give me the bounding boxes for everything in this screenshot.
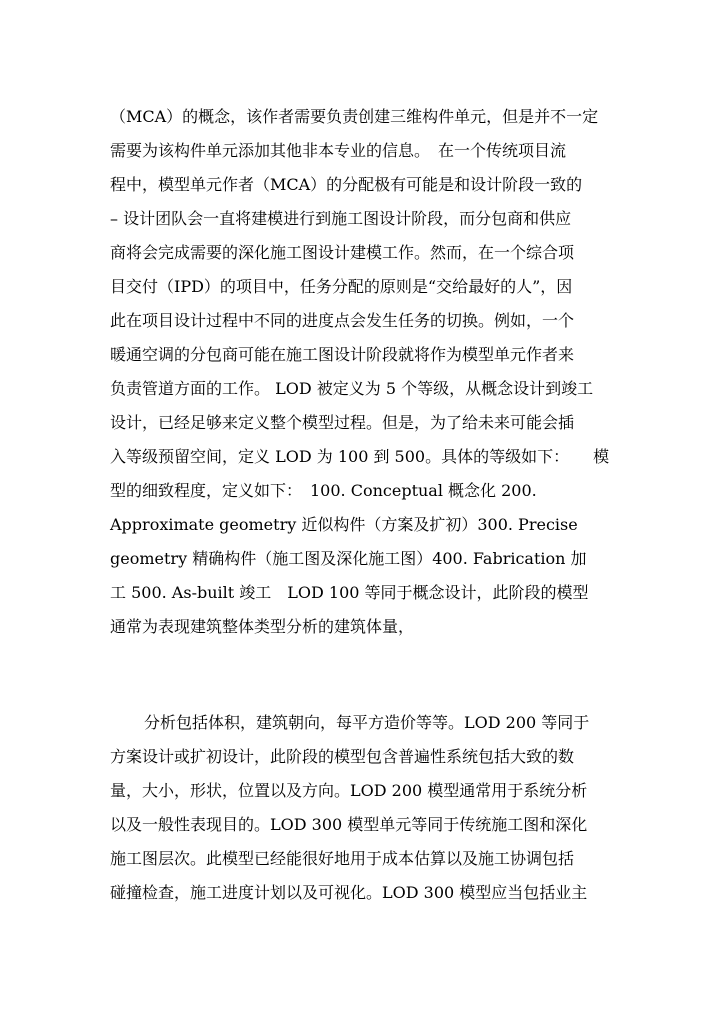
paragraph-line: 负责管道方面的工作。 LOD 被定义为 5 个等级，从概念设计到竣工 [110,379,594,398]
paragraph-line: 入等级预留空间，定义 LOD 为 100 到 500。具体的等级如下： 模 [110,447,610,466]
paragraph-line: 商将会完成需要的深化施工图设计建模工作。然而，在一个综合项 [110,243,575,262]
paragraph-line: – 设计团队会一直将建模进行到施工图设计阶段，而分包商和供应 [110,209,572,228]
paragraph-line: 以及一般性表现目的。LOD 300 模型单元等同于传统施工图和深化 [110,815,588,834]
paragraph-line: 施工图层次。此模型已经能很好地用于成本估算以及施工协调包括 [110,849,575,868]
paragraph-line: （MCA）的概念，该作者需要负责创建三维构件单元，但是并不一定 [110,107,599,126]
paragraph-line: 此在项目设计过程中不同的进度点会发生任务的切换。例如，一个 [110,311,575,330]
paragraph-line: 目交付（IPD）的项目中，任务分配的原则是“交给最好的人”，因 [110,277,573,296]
paragraph-line: 程中，模型单元作者（MCA）的分配极有可能是和设计阶段一致的 [110,175,583,194]
paragraph-line: 设计，已经足够来定义整个模型过程。但是，为了给未来可能会插 [110,413,575,432]
paragraph-line: 型的细致程度，定义如下： 100. Conceptual 概念化 200. [110,481,537,500]
paragraph-line: 暖通空调的分包商可能在施工图设计阶段就将作为模型单元作者来 [110,345,575,364]
paragraph-line: 工 500. As-built 竣工 LOD 100 等同于概念设计，此阶段的模型 [110,583,589,602]
paragraph-line: 通常为表现建筑整体类型分析的建筑体量， [110,617,415,636]
paragraph-2 [110,706,616,910]
paragraph-line: Approximate geometry 近似构件（方案及扩初）300. Precise [110,515,578,534]
paragraph-line: 方案设计或扩初设计，此阶段的模型包含普遍性系统包括大致的数 [110,747,575,766]
paragraph-line: 需要为该构件单元添加其他非本专业的信息。 在一个传统项目流 [110,141,567,160]
paragraph-line: 分析包括体积，建筑朝向，每平方造价等等。LOD 200 等同于 [144,713,590,732]
paragraph-line: 量，大小，形状，位置以及方向。LOD 200 模型通常用于系统分析 [110,781,588,800]
paragraph-line: 碰撞检查，施工进度计划以及可视化。LOD 300 模型应当包括业主 [110,883,588,902]
paragraph-1 [110,100,616,644]
paragraph-line: geometry 精确构件（施工图及深化施工图）400. Fabrication 加 [110,549,587,568]
